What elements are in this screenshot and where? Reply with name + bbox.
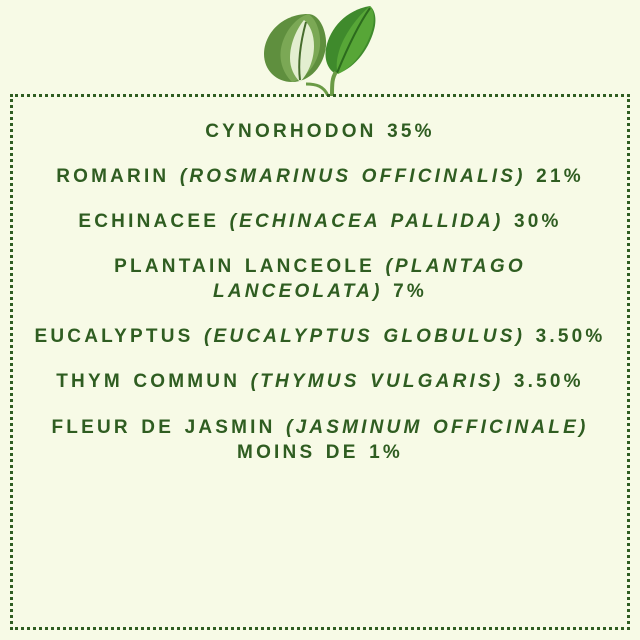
list-item: [27, 369, 613, 394]
list-item: [27, 209, 613, 234]
ingredient-name: THYM COMMUN: [56, 371, 241, 393]
list-item: [27, 254, 613, 304]
list-item: [27, 164, 613, 189]
list-item: [27, 119, 613, 144]
ingredient-latin-name: (EUCALYPTUS GLOBULUS): [204, 326, 526, 348]
ingredient-name: ECHINACEE: [78, 211, 220, 233]
list-item: [27, 324, 613, 349]
ingredient-latin-name: (THYMUS VULGARIS): [250, 371, 504, 393]
ingredient-latin-name: (JASMINUM OFFICINALE): [286, 416, 589, 438]
ingredient-latin-name: (PLANTAGO LANCEOLATA): [213, 256, 526, 303]
ingredient-percent: 35%: [387, 121, 435, 142]
ingredient-percent: 30%: [513, 211, 562, 233]
ingredient-percent: 21%: [536, 166, 584, 188]
ingredient-percent: 7%: [393, 281, 427, 303]
ingredient-name: ROMARIN: [56, 166, 170, 188]
list-item: [27, 415, 613, 465]
ingredient-name: PLANTAIN LANCEOLE: [114, 256, 375, 278]
ingredient-latin-name: (ECHINACEA PALLIDA): [229, 211, 504, 233]
ingredient-list: [27, 119, 613, 465]
leaf-icon: [220, 0, 420, 96]
ingredient-latin-name: (ROSMARINUS OFFICINALIS): [179, 166, 526, 188]
ingredient-percent: MOINS DE 1%: [237, 441, 403, 463]
ingredient-name: CYNORHODON: [205, 121, 377, 142]
ingredient-percent: 3.50%: [513, 371, 584, 393]
ingredient-name: FLEUR DE JASMIN: [51, 416, 276, 438]
ingredient-percent: 3.50%: [535, 326, 606, 348]
ingredient-list-box: [10, 94, 630, 630]
leaf-logo: [220, 0, 420, 96]
ingredient-name: EUCALYPTUS: [34, 326, 194, 348]
